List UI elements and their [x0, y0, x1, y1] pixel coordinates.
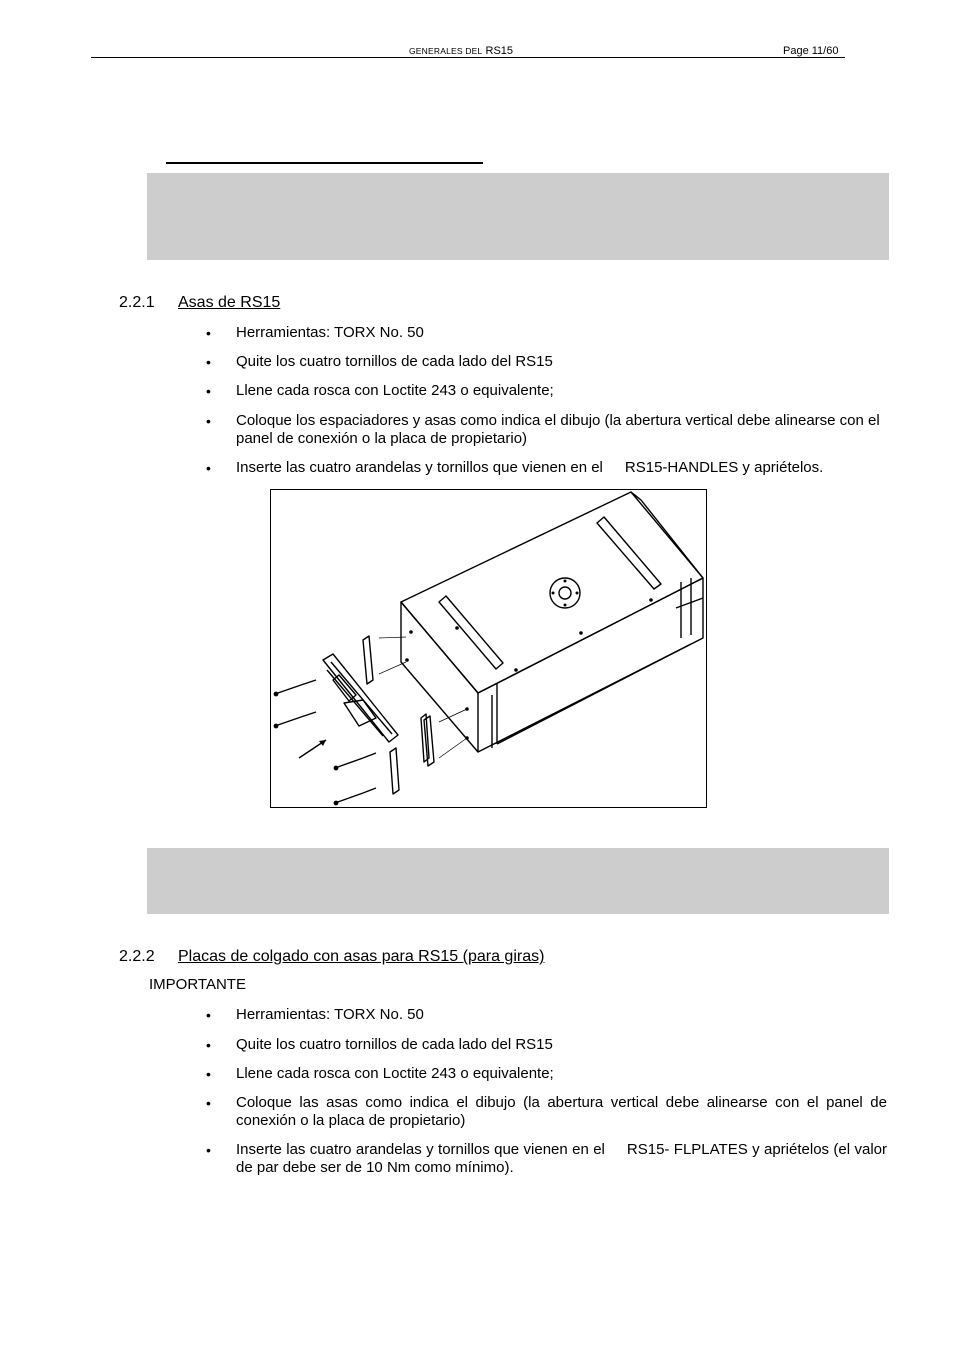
important-note: IMPORTANTE	[149, 976, 246, 993]
section-title: Asas de RS15	[178, 294, 281, 311]
bullet-list-2-2-1	[204, 324, 887, 477]
gray-box-top	[147, 173, 889, 260]
header-page-number: Page 11/60	[783, 45, 839, 57]
header-doc-title-prefix: GENERALES DEL	[409, 46, 483, 56]
list-item: • Llene cada rosca con Loctite 243 o equivalente;	[204, 1065, 887, 1083]
header-rule	[91, 57, 845, 58]
list-item	[204, 459, 887, 477]
list-item: • Herramientas: TORX No. 50	[204, 1006, 887, 1024]
section-heading-2-2-1	[119, 294, 280, 312]
section-heading-2-2-2	[119, 948, 544, 966]
list-item-text-a: Inserte las cuatro arandelas y tornillos que vienen en el	[236, 459, 603, 476]
list-item: • Herramientas: TORX No. 50	[204, 324, 887, 342]
list-item-text-b: RS15-HANDLES y apriételos.	[624, 459, 824, 476]
list-item-text-b: RS15- FLPLATES y apriételos (el valor de par debe ser de 10 Nm como mínimo).	[236, 1141, 887, 1176]
bullet-list-2-2-2	[204, 1006, 887, 1177]
header-doc-title	[409, 45, 513, 57]
gray-box-middle	[147, 848, 889, 914]
section-title: Placas de colgado con asas para RS15 (para giras)	[178, 948, 545, 965]
title-rule	[166, 162, 483, 164]
list-item-text-a: Inserte las cuatro arandelas y tornillos que vienen en el	[236, 1141, 605, 1158]
list-item: • Quite los cuatro tornillos de cada lado del RS15	[204, 1036, 887, 1054]
assembly-figure	[270, 489, 707, 808]
list-item: • Quite los cuatro tornillos de cada lado del RS15	[204, 353, 887, 371]
section-number: 2.2.1	[119, 294, 155, 311]
list-item	[204, 1141, 887, 1177]
section-number: 2.2.2	[119, 948, 155, 965]
list-item: • Coloque las asas como indica el dibujo (la abertura vertical debe alinearse con el panel de conexión o la placa de propietario)	[204, 1094, 887, 1130]
header-doc-title-model: RS15	[485, 45, 514, 57]
speaker-handles-assembly-drawing-icon	[271, 490, 706, 807]
list-item: • Llene cada rosca con Loctite 243 o equivalente;	[204, 382, 887, 400]
list-item: • Coloque los espaciadores y asas como indica el dibujo (la abertura vertical debe alinearse con el panel de conexión o la placa de propietario)	[204, 412, 887, 448]
